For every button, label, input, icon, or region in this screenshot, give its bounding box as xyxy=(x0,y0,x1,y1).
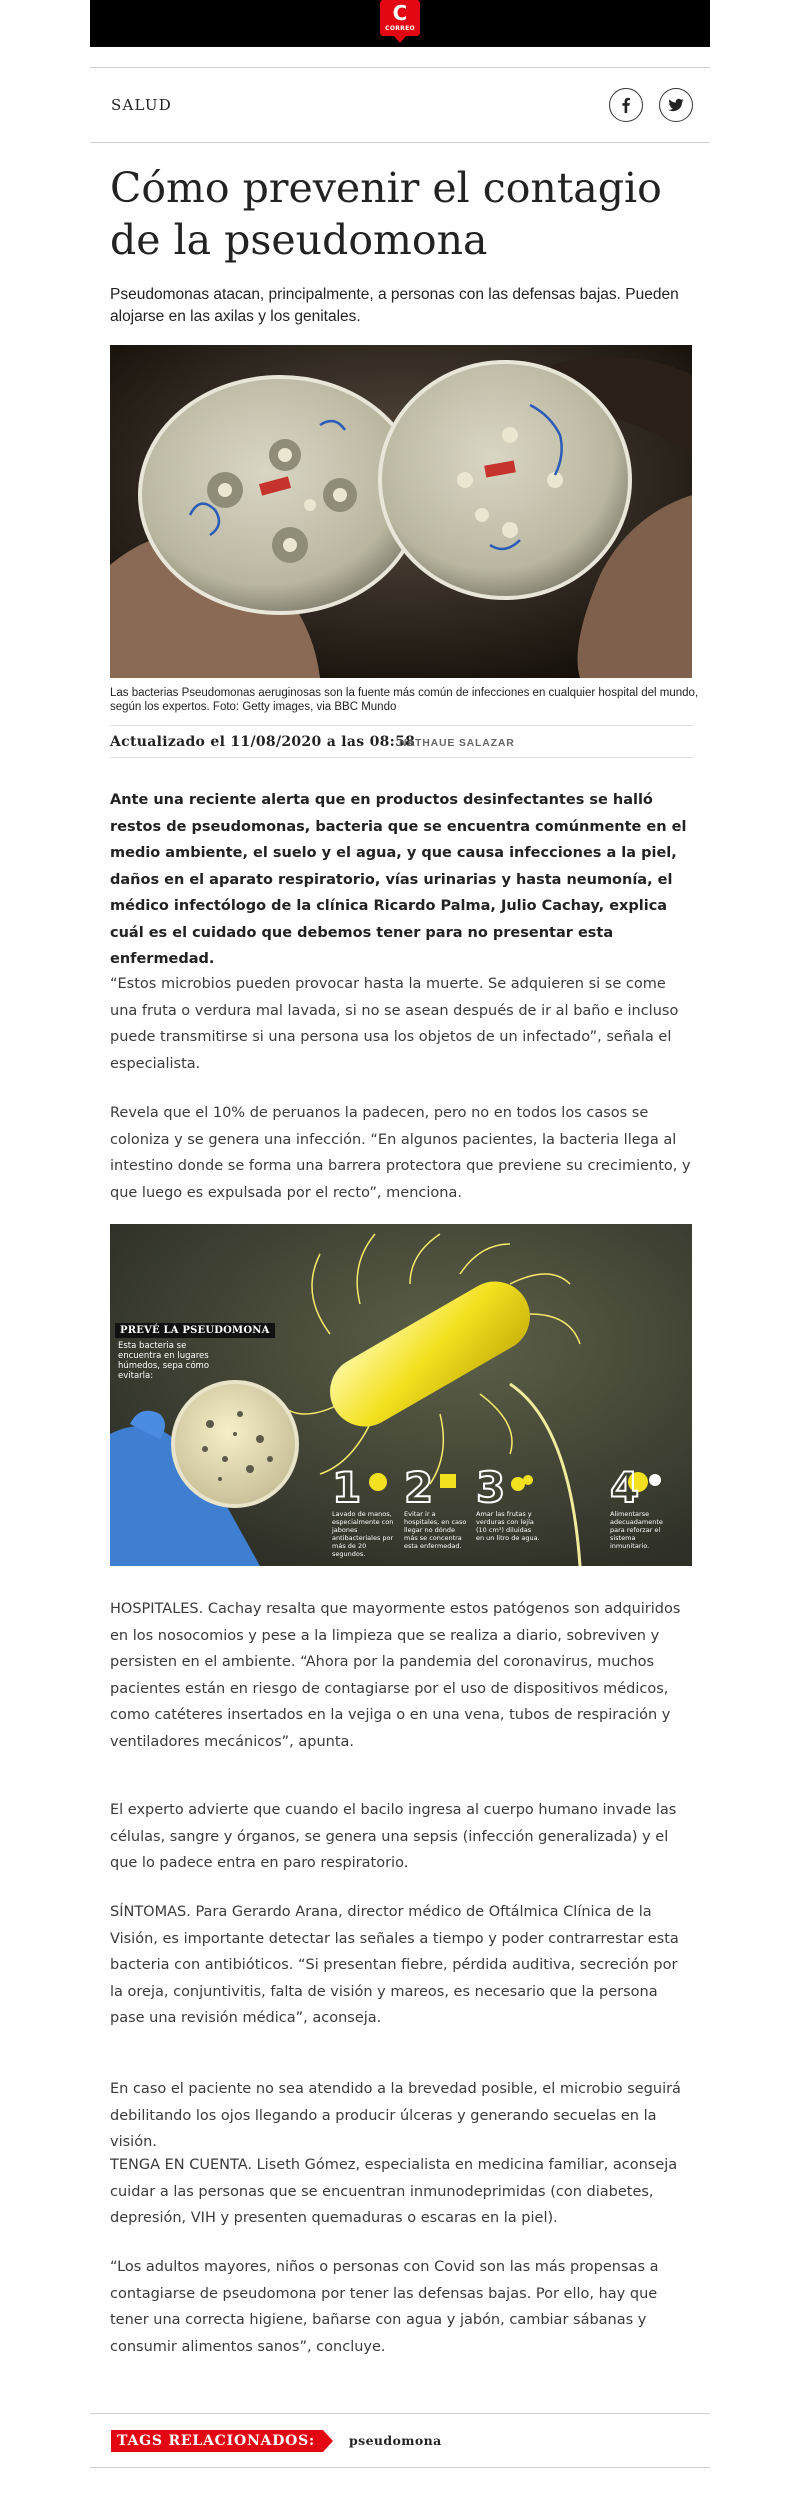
infographic-step xyxy=(332,1463,396,1558)
hero-caption: Las bacterias Pseudomonas aeruginosas son la fuente más común de infecciones en cualquier hospital del mundo, según los expertos. Foto: Getty images, via BBC Mundo xyxy=(110,687,699,713)
updated-date: Actualizado el 11/08/2020 a las 08:58 xyxy=(110,734,416,750)
infographic xyxy=(110,1224,692,1566)
related-tags xyxy=(90,2413,710,2468)
step-number: 3 xyxy=(476,1463,506,1512)
facebook-share-button[interactable] xyxy=(609,88,643,122)
body-paragraph: TENGA EN CUENTA. Liseth Gómez, especialista en medicina familiar, aconseja cuidar a las personas que se encuentran inmunodeprimidas (con diabetes, depresión, VIH y presenten quemaduras o escaras en la piel). xyxy=(110,2157,678,2226)
infographic-step xyxy=(476,1463,540,1542)
body-paragraph: “Los adultos mayores, niños o personas con Covid son las más propensas a contagiarse de pseudomona por tener las defensas bajas. Por ello, hay que tener una correcta higiene, bañarse con agua y jabón, cambiar sábanas y consumir alimentos sanos”, concluye. xyxy=(110,2259,659,2355)
infographic-title: PREVÉ LA PSEUDOMONA xyxy=(115,1323,275,1338)
step-number: 1 xyxy=(332,1463,362,1512)
article-meta xyxy=(110,725,692,758)
facebook-icon xyxy=(618,97,634,113)
section-row xyxy=(90,67,710,143)
twitter-icon xyxy=(668,97,684,113)
author-link[interactable]: NATHAUE SALAZAR xyxy=(399,737,515,749)
logo-word: CORREO xyxy=(385,25,415,32)
bacteria-illustration xyxy=(110,1224,692,1566)
correo-logo[interactable] xyxy=(380,0,420,44)
infographic-subtitle: Esta bacteria se encuentra en lugares húmedos, sepa cómo evitarla: xyxy=(118,1341,210,1381)
infographic-step xyxy=(404,1463,468,1550)
body-paragraph: “Estos microbios pueden provocar hasta la muerte. Se adquieren si se come una fruta o verdura mal lavada, si no se asean después de ir al baño e incluso puede transmitirse si una persona usa los objetos de un infectado”, señala el especialista. xyxy=(110,976,679,1072)
tag-link[interactable]: pseudomona xyxy=(349,2433,442,2448)
twitter-share-button[interactable] xyxy=(659,88,693,122)
logo-tip xyxy=(394,36,406,43)
hero-photo xyxy=(110,345,692,678)
lead-paragraph: Ante una reciente alerta que en productos desinfectantes se halló restos de pseudomonas, bacteria que se encuentra comúnmente en el medio ambiente, el suelo y el agua, y que causa infecciones a la piel, daños en el aparato respiratorio, vías urinarias y hasta neumonía, el médico infectólogo de la clínica Ricardo Palma, Julio Cachay, explica cuál es el cuidado que debemos tener para no presentar esta enfermedad. xyxy=(110,792,687,967)
article-title: Cómo prevenir el contagio de la pseudomona xyxy=(110,164,662,264)
body-paragraph: En caso el paciente no sea atendido a la brevedad posible, el microbio seguirá debilitando los ojos llegando a producir úlceras y generando secuelas en la visión. xyxy=(110,2081,681,2150)
body-paragraph: El experto advierte que cuando el bacilo ingresa al cuerpo humano invade las células, sangre y órganos, se genera una sepsis (infección generalizada) y el que lo padece entra en paro respiratorio. xyxy=(110,1802,677,1871)
tags-label: TAGS RELACIONADOS: xyxy=(111,2430,323,2452)
body-paragraph: HOSPITALES. Cachay resalta que mayormente estos patógenos son adquiridos en los nosocomios y pese a la limpieza que se realiza a diario, sobreviven y persisten en el ambiente. “Ahora por la pandemia del coronavirus, muchos pacientes están en riesgo de contagiarse por el uso de dispositivos médicos, como catéteres insertados en la vejiga o en una vena, tubos de respiración y ventiladores mecánicos”, apunta. xyxy=(110,1601,681,1750)
infographic-step xyxy=(610,1463,674,1550)
body-paragraph: Revela que el 10% de peruanos la padecen, pero no en todos los casos se coloniza y se genera una infección. “En algunos pacientes, la bacteria llega al intestino donde se forma una barrera protectora que previene su crecimiento, y que luego es expulsada por el recto”, menciona. xyxy=(110,1105,691,1201)
logo-letter: C xyxy=(392,1,408,25)
step-text: Lavado de manos, especialmente con jabones antibacteriales por más de 20 segundos. xyxy=(332,1510,394,1558)
petri-dishes-illustration xyxy=(110,345,692,678)
step-number: 4 xyxy=(610,1463,640,1512)
top-bar xyxy=(90,0,710,47)
step-text: Alimentarse adecuadamente para reforzar el sistema inmunitario. xyxy=(610,1510,663,1550)
section-label[interactable]: SALUD xyxy=(111,96,172,114)
step-number: 2 xyxy=(404,1463,434,1512)
step-text: Evitar ir a hospitales, en caso llegar no dónde más se concentra esta enfermedad. xyxy=(404,1510,467,1550)
step-text: Amar las frutas y verduras con lejía (10 cm³) diluidas en un litro de agua. xyxy=(476,1510,540,1542)
article-subtitle: Pseudomonas atacan, principalmente, a personas con las defensas bajas. Pueden alojarse en las axilas y los genitales. xyxy=(110,286,679,325)
body-paragraph: SÍNTOMAS. Para Gerardo Arana, director médico de Oftálmica Clínica de la Visión, es importante detectar las señales a tiempo y poder contrarrestar esta bacteria con antibióticos. “Si presentan fiebre, pérdida auditiva, secreción por la oreja, conjuntivitis, falta de visión y mareos, es necesario que la persona pase una revisión médica”, aconseja. xyxy=(110,1904,679,2026)
